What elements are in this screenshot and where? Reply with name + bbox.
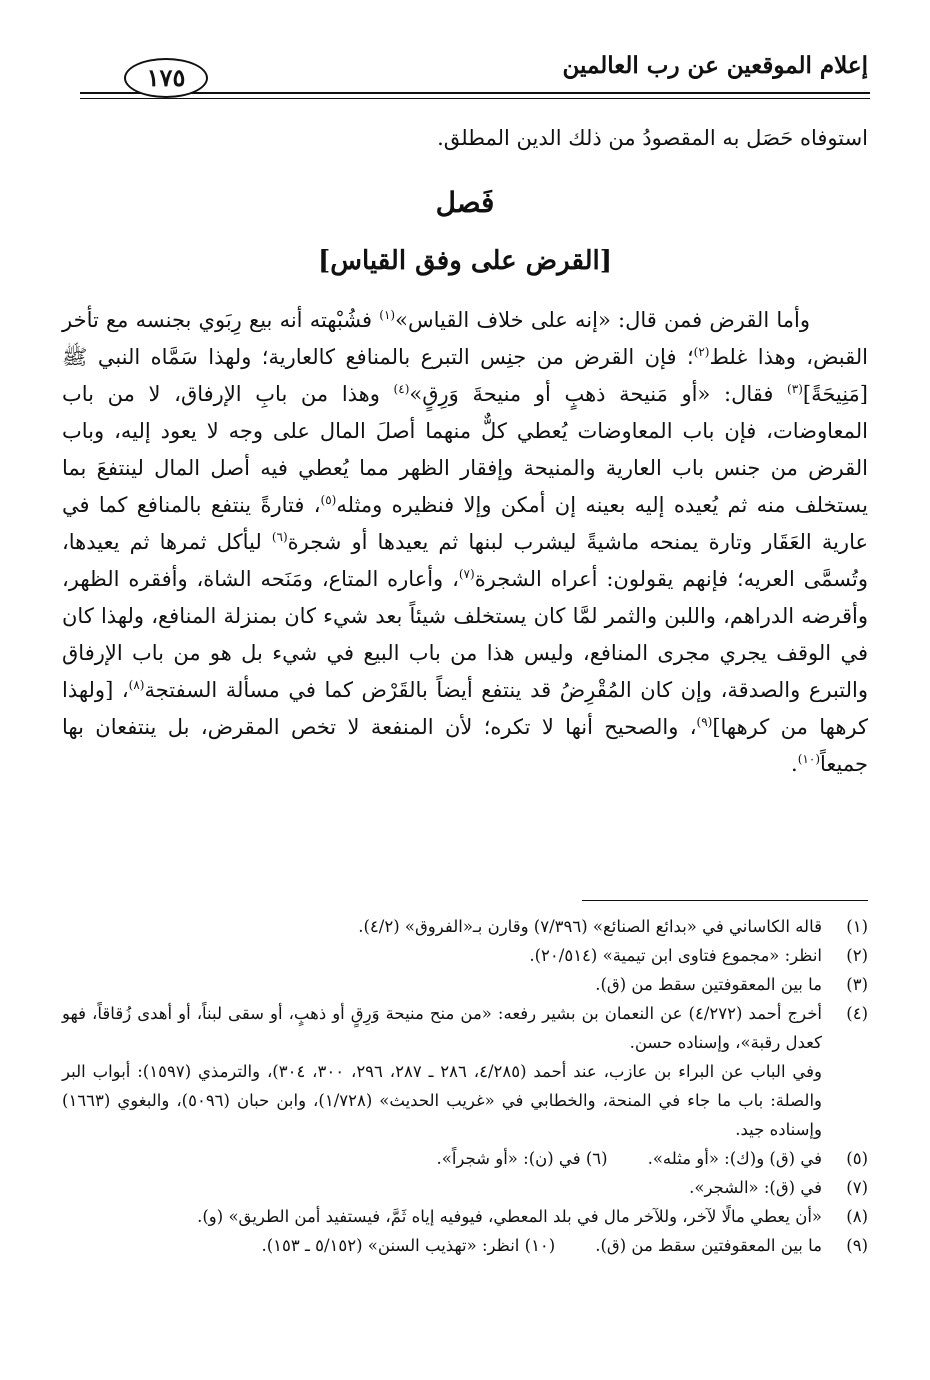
footnote-3 (62, 970, 868, 999)
text-run: . (791, 752, 798, 776)
text-run: فقال: «أو مَنيحة ذهبٍ أو منيحةَ وَرِقٍ» (409, 382, 788, 406)
footnote-number: (٨) (846, 1207, 868, 1226)
footnote-ref: (٢) (693, 345, 710, 359)
footnote-ref: (٤) (393, 382, 410, 396)
footnote-ref: (١٠) (797, 752, 820, 766)
footnote-2 (62, 941, 868, 970)
lead-text: استوفاه حَصَل به المقصودُ من ذلك الدين المطلق. (437, 126, 868, 150)
footnote-4 (62, 999, 868, 1057)
footnote-1 (62, 912, 868, 941)
text-run: ؛ فإن القرض من جنِس التبرع بالمنافع كالعارية؛ ولهذا سَمَّاه النبي ﷺ [مَنِيحَةً] (62, 345, 868, 406)
text-run: ، فتارةً ينتفع بالمنافع كما في عارية العَقَار وتارة يمنحه ماشيةً ليشرب لبنها ثم يعيدها أو شجرة (62, 493, 868, 554)
text-run: ، [ولهذا كرهها من كرهها] (62, 678, 868, 739)
footnote-text: في (ن): «أو شجراً». (436, 1149, 581, 1168)
footnote-number: (١٠) (524, 1236, 556, 1255)
footnote-ref: (٩) (696, 715, 713, 729)
body-paragraph (62, 302, 868, 783)
footnote-ref: (٨) (128, 678, 145, 692)
footnote-text: «أن يعطي مالًا لآخر، وللآخر مال في بلد المعطي، فيوفيه إياه ثَمَّ، فيستفيد أمن الطريق» (و). (197, 1207, 822, 1226)
text-run: فشُبْهته أنه بيع رِبَوي بجنسه مع تأخر القبض، وهذا غلط (62, 308, 868, 369)
footnote-text: انظر: «تهذيب السنن» (٥/١٥٢ ـ ١٥٣). (261, 1236, 520, 1255)
footnote-text: ما بين المعقوفتين سقط من (ق). (595, 1236, 822, 1255)
footnote-text: قاله الكاساني في «بدائع الصنائع» (٧/٣٩٦) وقارن بـ«الفروق» (٤/٢). (358, 917, 822, 936)
header-rule (80, 92, 870, 94)
footnote-text: في (ق): «الشجر». (689, 1178, 822, 1197)
footnote-text: في (ق) و(ك): «أو مثله». (647, 1149, 822, 1168)
footnote-4-continuation: وفي الباب عن البراء بن عازب، عند أحمد (٤/٢٨٥، ٢٨٦ ـ ٢٨٧، ٢٩٦، ٣٠٠، ٣٠٤)، والترمذي (١٥٩٧): أبواب البر والصلة: باب ما جاء في المنحة، والخطابي في «غريب الحديث» (١/٧٢٨)، وابن حبان (٥٠٩٦)، والبغوي (١٦٦٣) وإسناده جيد. (62, 1062, 823, 1139)
footnote-text: أخرج أحمد (٤/٢٧٢) عن النعمان بن بشير رفعه: «من منح منيحة وَرِقٍ أو ذهبٍ، أو سقى لبناً، أو أهدى زُقاقاً، فهو كعدل رقبة»، وإسناده حسن. (62, 1004, 822, 1052)
text-run: ، وأعاره المتاع، ومَنَحه الشاة، وأفقره الظهر، وأقرضه الدراهم، واللبن والثمر لمَّا كان يستخلف شيئاً بعد شيء كان بمنزلة المنافع، ولهذا كان في الوقف يجري مجرى المنافع، وليس هذا من باب البيع في شيء بل هو من باب الإرفاق والتبرع والصدقة، وإن كان المُقْرِضُ قد ينتفع أيضاً بالقَرْض كما في مسألة السفتجة (62, 567, 869, 702)
footnote-rule (582, 900, 868, 901)
footnote-9-10 (62, 1231, 868, 1260)
footnote-5-6 (62, 1144, 868, 1173)
footnote-text-pair (62, 1231, 822, 1260)
text-run: وهذا من بابِ الإرفاق، لا من باب المعاوضات، فإن باب المعاوضات يُعطي كلٌّ منهما أصلَ المال على وجه لا يعود إليه، وباب القرض من جنس باب العارية والمنيحة وإفقار الظهر مما يُعطي فيه أصل المال لينتفعَ بما يستخلف منه ثم يُعيده إليه بعينه إن أمكن وإلا فنظيره ومثله (62, 382, 868, 517)
page-number: ١٧٥ (124, 58, 208, 98)
section-heading: فَصل (435, 186, 495, 219)
footnote-ref: (٦) (271, 530, 288, 544)
header-rule-thin (80, 98, 870, 99)
footnote-ref: (٥) (320, 493, 337, 507)
footnote-text-pair (62, 1144, 822, 1173)
footnote-number: (٥) (846, 1149, 868, 1168)
footnote-number: (٣) (846, 975, 868, 994)
chapter-title: [القرض على وفق القياس] (317, 246, 613, 276)
footnote-text: انظر: «مجموع فتاوى ابن تيمية» (٢٠/٥١٤). (529, 946, 822, 965)
footnote-text: ما بين المعقوفتين سقط من (ق). (595, 975, 822, 994)
footnote-ref: (١) (379, 308, 396, 322)
main-text (62, 302, 868, 783)
footnote-ref: (٣) (787, 382, 803, 396)
footnotes (62, 912, 868, 1260)
running-title: إعلام الموقعين عن رب العالمين (562, 52, 868, 79)
footnote-number: (٢) (846, 946, 868, 965)
footnote-8 (62, 1202, 868, 1231)
footnote-ref: (٧) (458, 567, 475, 581)
footnote-number: (٤) (846, 1004, 868, 1023)
text-run: وأما القرض فمن قال: «إنه على خلاف القياس» (395, 308, 810, 332)
footnote-7 (62, 1173, 868, 1202)
footnote-number: (٦) (585, 1149, 608, 1168)
footnote-number: (٩) (846, 1236, 868, 1255)
text-run: ليأكل ثمرها ثم يعيدها، وتُسمَّى العريه؛ فإنهم يقولون: أعراه الشجرة (62, 530, 869, 591)
footnote-number: (١) (846, 917, 868, 936)
text-run: ، والصحيح أنها لا تكره؛ لأن المنفعة لا تخص المقرض، بل ينتفعان بها جميعاً (62, 715, 868, 776)
footnote-number: (٧) (846, 1178, 868, 1197)
